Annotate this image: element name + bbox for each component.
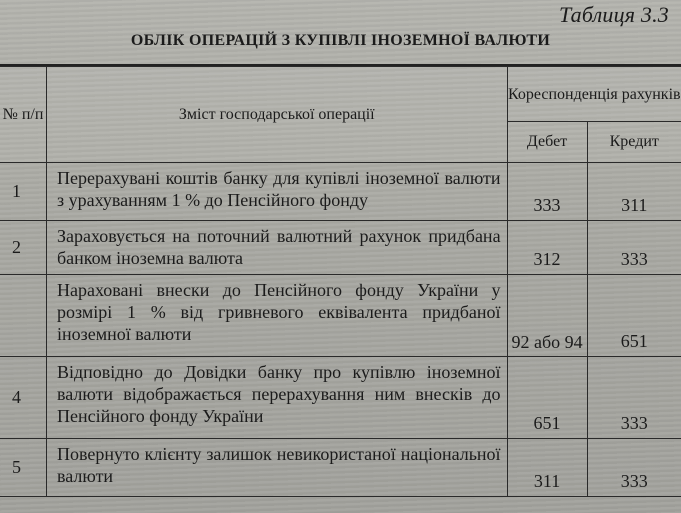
row-number: 4 [0,357,46,439]
table-number: Таблиця 3.3 [559,2,669,27]
header-credit: Кредит [587,122,681,163]
row-number: 5 [0,439,46,497]
operation-text: Перерахувані коштів банку для купівлі іноземної валюти з урахуванням 1 % до Пенсійного фонду [46,163,507,221]
credit-value: 333 [587,357,681,439]
row-number: 1 [0,163,46,221]
operation-text: Відповідно до Довідки банку про купівлю іноземної валюти відображається перерахування ним внесків до Пенсійного фонду України [46,357,507,439]
header-content: Зміст господарської операції [46,67,507,163]
credit-value: 333 [587,439,681,497]
credit-value: 311 [587,163,681,221]
operations-table [0,66,681,497]
table-title: ОБЛІК ОПЕРАЦІЙ З КУПІВЛІ ІНОЗЕМНОЇ ВАЛЮТИ [130,32,551,49]
debit-value: 651 [507,357,587,439]
operation-text: Повернуто клієнту залишок невикористаної національної валюти [46,439,507,497]
header-debit: Дебет [507,122,587,163]
row-number [0,275,46,357]
credit-value: 333 [587,221,681,275]
table-row [0,221,681,275]
header-num: № п/п [0,67,46,163]
header-correspondence: Кореспонденція рахунків [507,67,681,122]
operation-text: Зараховується на поточний валютний рахунок придбана банком іноземна валюта [46,221,507,275]
table-row [0,439,681,497]
debit-value: 333 [507,163,587,221]
table-row [0,275,681,357]
debit-value: 92 або 94 [507,275,587,357]
table-row [0,357,681,439]
row-number: 2 [0,221,46,275]
debit-value: 311 [507,439,587,497]
operation-text: Нараховані внески до Пенсійного фонду України у розмірі 1 % від гривневого еквівалента придбаної іноземної валюти [46,275,507,357]
debit-value: 312 [507,221,587,275]
credit-value: 651 [587,275,681,357]
table-row [0,163,681,221]
